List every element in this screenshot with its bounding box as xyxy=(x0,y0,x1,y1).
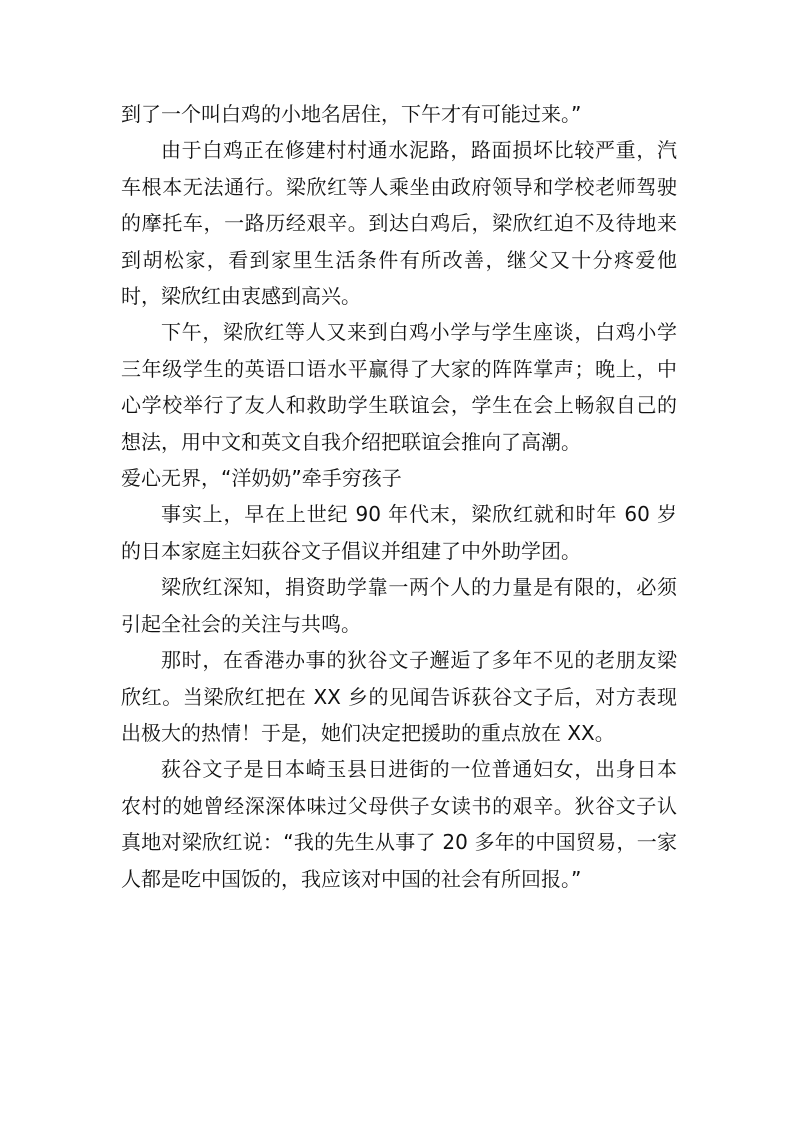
document-page xyxy=(121,96,677,897)
paragraph-background: 荻谷文子是日本崎玉县日进街的一位普通妇女，出身日本农村的她曾经深深体味过父母供子女读书的艰辛。狄谷文子认真地对梁欣红说：“我的先生从事了 20 多年的中国贸易，一家人都是吃中国饭的，我应该对中国的社会有所回报。” xyxy=(121,757,677,891)
paragraph-meeting: 那时，在香港办事的狄谷文子邂逅了多年不见的老朋友梁欣红。当梁欣红把在 XX 乡的见闻告诉荻谷文子后，对方表现出极大的热情！于是，她们决定把援助的重点放在 XX。 xyxy=(121,648,677,745)
paragraph-awareness: 梁欣红深知，捐资助学靠一两个人的力量是有限的，必须引起全社会的关注与共鸣。 xyxy=(121,575,677,636)
paragraph-school-visit: 下午，梁欣红等人又来到白鸡小学与学生座谈，白鸡小学三年级学生的英语口语水平赢得了大家的阵阵掌声；晚上，中心学校举行了友人和救助学生联谊会，学生在会上畅叙自己的想法，用中文和英文自我介绍把联谊会推向了高潮。 xyxy=(121,320,677,454)
paragraph-road-trip: 由于白鸡正在修建村村通水泥路，路面损坏比较严重，汽车根本无法通行。梁欣红等人乘坐由政府领导和学校老师驾驶的摩托车，一路历经艰辛。到达白鸡后，梁欣红迫不及待地来到胡松家，看到家里生活条件有所改善，继父又十分疼爱他时，梁欣红由衷感到高兴。 xyxy=(121,138,677,309)
paragraph-continuation: 到了一个叫白鸡的小地名居住，下午才有可能过来。” xyxy=(121,102,582,126)
section-heading: 爱心无界，“洋奶奶”牵手穷孩子 xyxy=(121,466,402,491)
paragraph-founding: 事实上，早在上世纪 90 年代末，梁欣红就和时年 60 岁的日本家庭主妇荻谷文子倡议并组建了中外助学团。 xyxy=(121,502,677,563)
